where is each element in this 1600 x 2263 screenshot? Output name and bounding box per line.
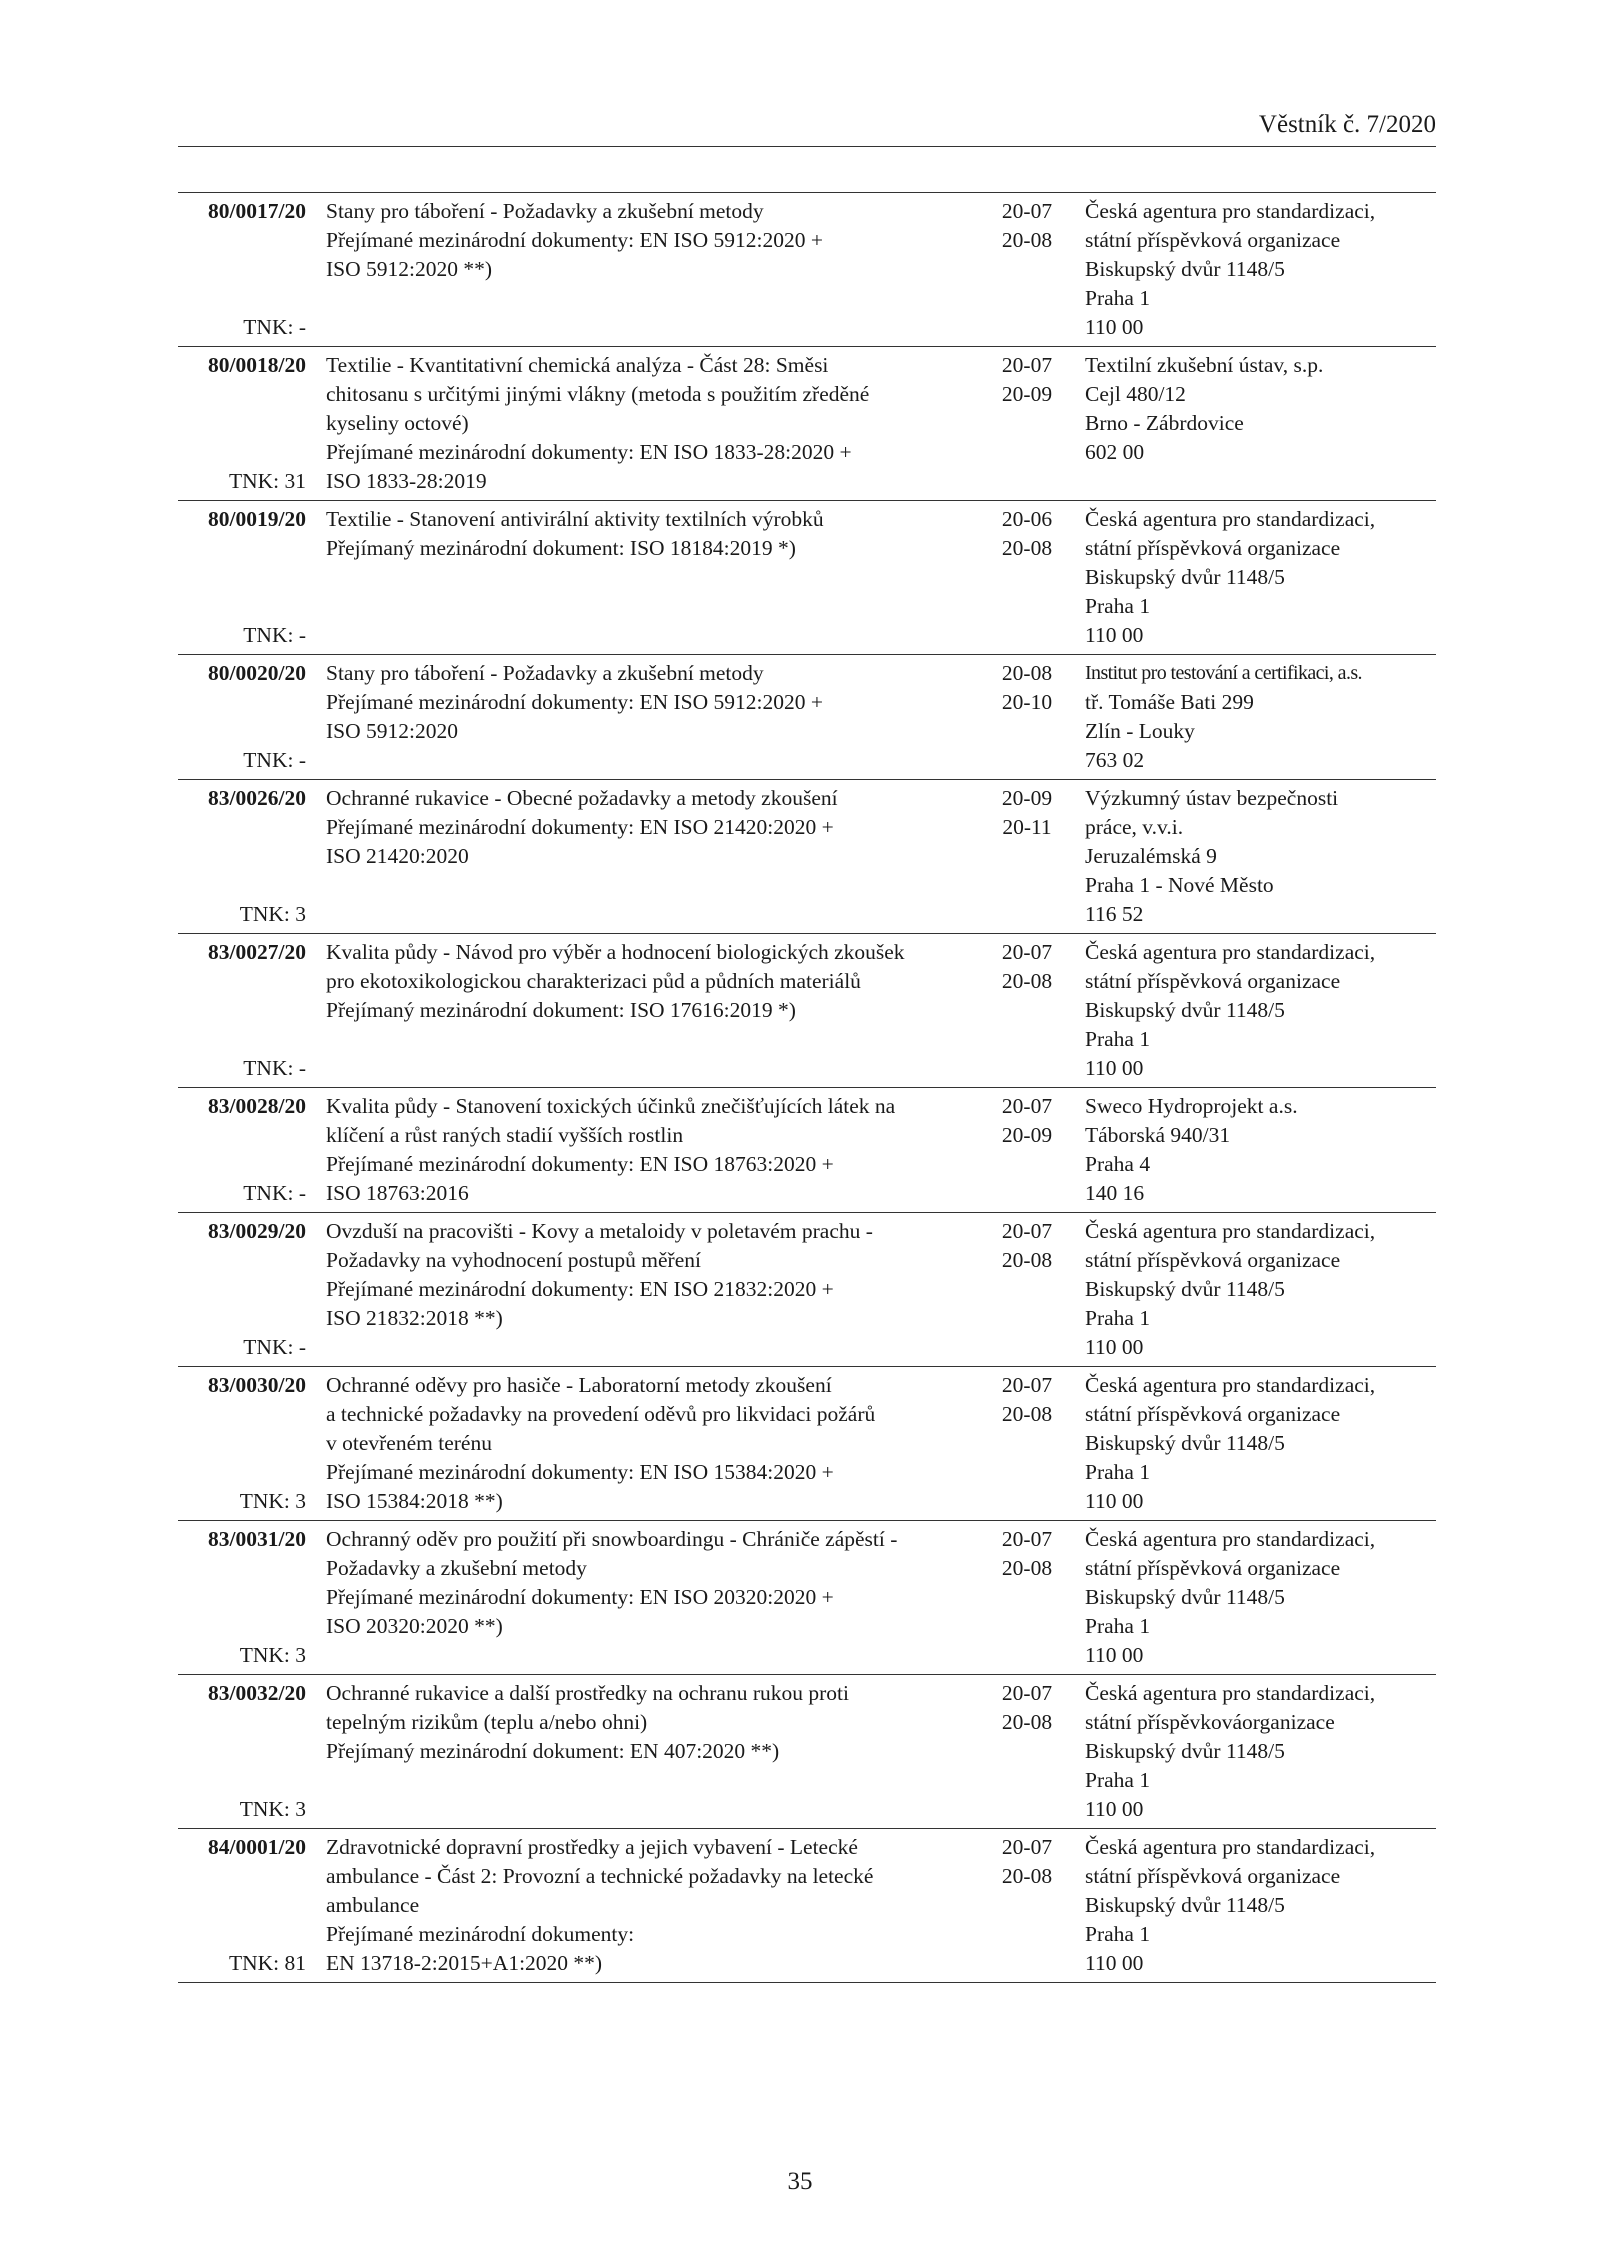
title-line: ISO 5912:2020 **) xyxy=(326,257,493,281)
tnk-label: TNK: - xyxy=(243,623,306,647)
title-line: Přejímané mezinárodní dokumenty: EN ISO 21420:2020 + xyxy=(326,815,834,839)
table-row xyxy=(178,655,1436,780)
title-line: Zdravotnické dopravní prostředky a jejich vybavení - Letecké xyxy=(326,1835,858,1859)
organization-line: práce, v.v.i. xyxy=(1085,815,1184,839)
title-line: Přejímané mezinárodní dokumenty: EN ISO 1833-28:2020 + xyxy=(326,440,852,464)
organization-line: Praha 1 xyxy=(1085,1306,1151,1330)
date-value: 20-08 xyxy=(1001,1710,1053,1734)
standard-id-cell xyxy=(178,1679,320,1824)
standard-id-cell xyxy=(178,659,320,775)
dates-cell xyxy=(989,197,1065,342)
date-value: 20-07 xyxy=(1001,1835,1053,1859)
title-line: Přejímané mezinárodní dokumenty: EN ISO 18763:2020 + xyxy=(326,1152,834,1176)
organization-line: Biskupský dvůr 1148/5 xyxy=(1085,1277,1285,1301)
organization-cell xyxy=(1065,784,1436,929)
organization-line: Biskupský dvůr 1148/5 xyxy=(1085,1893,1285,1917)
organization-line: Česká agentura pro standardizaci, xyxy=(1085,1681,1376,1705)
standard-id-cell xyxy=(178,1092,320,1208)
title-line: a technické požadavky na provedení oděvů pro likvidaci požárů xyxy=(326,1402,876,1426)
standard-title-cell xyxy=(320,1092,989,1208)
page-header: Věstník č. 7/2020 xyxy=(1258,111,1436,138)
standard-number: 80/0017/20 xyxy=(208,199,306,223)
organization-line: státní příspěvkováorganizace xyxy=(1085,1710,1335,1734)
organization-line: Biskupský dvůr 1148/5 xyxy=(1085,998,1285,1022)
organization-cell xyxy=(1065,1371,1436,1516)
date-value: 20-08 xyxy=(1001,536,1053,560)
tnk-label: TNK: 3 xyxy=(239,1643,306,1667)
title-line: ISO 5912:2020 xyxy=(326,719,458,743)
title-line: ISO 21420:2020 xyxy=(326,844,469,868)
organization-line: Praha 1 xyxy=(1085,1768,1151,1792)
title-line: Ochranné rukavice - Obecné požadavky a metody zkoušení xyxy=(326,786,838,810)
dates-cell xyxy=(989,659,1065,775)
title-line: Stany pro táboření - Požadavky a zkušební metody xyxy=(326,661,764,685)
standard-title-cell xyxy=(320,505,989,650)
organization-line: státní příspěvková organizace xyxy=(1085,1402,1341,1426)
organization-cell xyxy=(1065,659,1436,775)
standard-number: 83/0029/20 xyxy=(208,1219,306,1243)
standard-id-cell xyxy=(178,1525,320,1670)
standard-title-cell xyxy=(320,197,989,342)
date-value: 20-07 xyxy=(1001,1219,1053,1243)
standard-number: 80/0019/20 xyxy=(208,507,306,531)
standards-table xyxy=(178,192,1436,1983)
organization-line: 110 00 xyxy=(1085,1335,1144,1359)
title-line: Kvalita půdy - Návod pro výběr a hodnocení biologických zkoušek xyxy=(326,940,905,964)
title-line: Přejímané mezinárodní dokumenty: EN ISO 20320:2020 + xyxy=(326,1585,834,1609)
date-value: 20-07 xyxy=(1001,1373,1053,1397)
tnk-label: TNK: 31 xyxy=(228,469,306,493)
table-row xyxy=(178,780,1436,934)
organization-cell xyxy=(1065,197,1436,342)
dates-cell xyxy=(989,505,1065,650)
organization-line: Brno - Zábrdovice xyxy=(1085,411,1244,435)
tnk-label: TNK: - xyxy=(243,315,306,339)
date-value: 20-08 xyxy=(1001,1864,1053,1888)
table-row xyxy=(178,1521,1436,1675)
dates-cell xyxy=(989,351,1065,496)
title-line: v otevřeném terénu xyxy=(326,1431,492,1455)
title-line: Přejímaný mezinárodní dokument: ISO 18184:2019 *) xyxy=(326,536,796,560)
standard-id-cell xyxy=(178,1217,320,1362)
organization-cell xyxy=(1065,1092,1436,1208)
organization-line: Institut pro testování a certifikaci, a.s. xyxy=(1085,662,1362,684)
organization-line: Praha 1 xyxy=(1085,1922,1151,1946)
title-line: chitosanu s určitými jinými vlákny (metoda s použitím zředěné xyxy=(326,382,870,406)
title-line: Stany pro táboření - Požadavky a zkušební metody xyxy=(326,199,764,223)
title-line: Přejímané mezinárodní dokumenty: EN ISO 21832:2020 + xyxy=(326,1277,834,1301)
organization-line: 110 00 xyxy=(1085,1489,1144,1513)
standard-title-cell xyxy=(320,1371,989,1516)
tnk-label: TNK: - xyxy=(243,1181,306,1205)
date-value: 20-09 xyxy=(1001,1123,1053,1147)
standard-title-cell xyxy=(320,351,989,496)
standard-id-cell xyxy=(178,1833,320,1978)
title-line: Přejímaný mezinárodní dokument: EN 407:2020 **) xyxy=(326,1739,780,1763)
standard-title-cell xyxy=(320,1217,989,1362)
date-value: 20-11 xyxy=(1002,815,1052,839)
organization-line: státní příspěvková organizace xyxy=(1085,969,1341,993)
title-line: ISO 21832:2018 **) xyxy=(326,1306,503,1330)
table-row xyxy=(178,1367,1436,1521)
standard-id-cell xyxy=(178,505,320,650)
title-line: Požadavky na vyhodnocení postupů měření xyxy=(326,1248,701,1272)
organization-line: Cejl 480/12 xyxy=(1085,382,1186,406)
date-value: 20-07 xyxy=(1001,1094,1053,1118)
header-rule xyxy=(178,146,1436,147)
organization-line: Česká agentura pro standardizaci, xyxy=(1085,507,1376,531)
organization-line: Biskupský dvůr 1148/5 xyxy=(1085,1739,1285,1763)
organization-line: Praha 4 xyxy=(1085,1152,1151,1176)
standard-id-cell xyxy=(178,351,320,496)
organization-cell xyxy=(1065,1833,1436,1978)
dates-cell xyxy=(989,1525,1065,1670)
standard-number: 84/0001/20 xyxy=(208,1835,306,1859)
organization-line: Česká agentura pro standardizaci, xyxy=(1085,1835,1376,1859)
dates-cell xyxy=(989,1833,1065,1978)
title-line: ISO 20320:2020 **) xyxy=(326,1614,503,1638)
organization-line: Praha 1 xyxy=(1085,1614,1151,1638)
organization-line: státní příspěvková organizace xyxy=(1085,228,1341,252)
title-line: ambulance xyxy=(326,1893,420,1917)
date-value: 20-08 xyxy=(1001,228,1053,252)
standard-number: 83/0030/20 xyxy=(208,1373,306,1397)
dates-cell xyxy=(989,1371,1065,1516)
organization-line: Sweco Hydroprojekt a.s. xyxy=(1085,1094,1298,1118)
title-line: ISO 1833-28:2019 xyxy=(326,469,487,493)
organization-line: tř. Tomáše Bati 299 xyxy=(1085,690,1254,714)
standard-title-cell xyxy=(320,1525,989,1670)
date-value: 20-08 xyxy=(1001,1556,1053,1580)
organization-line: Praha 1 xyxy=(1085,1460,1151,1484)
standard-number: 83/0028/20 xyxy=(208,1094,306,1118)
title-line: Přejímané mezinárodní dokumenty: EN ISO 15384:2020 + xyxy=(326,1460,834,1484)
standard-id-cell xyxy=(178,1371,320,1516)
table-row xyxy=(178,347,1436,501)
organization-line: Textilní zkušební ústav, s.p. xyxy=(1085,353,1324,377)
dates-cell xyxy=(989,1217,1065,1362)
date-value: 20-09 xyxy=(1001,382,1053,406)
date-value: 20-07 xyxy=(1001,940,1053,964)
date-value: 20-08 xyxy=(1001,661,1053,685)
title-line: kyseliny octové) xyxy=(326,411,469,435)
organization-line: 110 00 xyxy=(1085,1056,1144,1080)
tnk-label: TNK: 3 xyxy=(239,902,306,926)
organization-line: Praha 1 xyxy=(1085,286,1151,310)
organization-line: Česká agentura pro standardizaci, xyxy=(1085,1527,1376,1551)
organization-line: státní příspěvková organizace xyxy=(1085,1864,1341,1888)
organization-line: Česká agentura pro standardizaci, xyxy=(1085,199,1376,223)
organization-line: Praha 1 xyxy=(1085,1027,1151,1051)
organization-line: 110 00 xyxy=(1085,1797,1144,1821)
organization-line: 602 00 xyxy=(1085,440,1145,464)
title-line: klíčení a růst raných stadií vyšších rostlin xyxy=(326,1123,684,1147)
table-row xyxy=(178,1829,1436,1983)
title-line: EN 13718-2:2015+A1:2020 **) xyxy=(326,1951,603,1975)
organization-line: 110 00 xyxy=(1085,1643,1144,1667)
organization-cell xyxy=(1065,351,1436,496)
dates-cell xyxy=(989,784,1065,929)
title-line: ISO 18763:2016 xyxy=(326,1181,469,1205)
dates-cell xyxy=(989,938,1065,1083)
organization-line: 110 00 xyxy=(1085,623,1144,647)
title-line: Textilie - Stanovení antivirální aktivity textilních výrobků xyxy=(326,507,824,531)
table-row xyxy=(178,501,1436,655)
date-value: 20-09 xyxy=(1001,786,1053,810)
organization-line: Česká agentura pro standardizaci, xyxy=(1085,940,1376,964)
organization-line: Biskupský dvůr 1148/5 xyxy=(1085,1431,1285,1455)
date-value: 20-08 xyxy=(1001,969,1053,993)
organization-cell xyxy=(1065,505,1436,650)
standard-number: 80/0018/20 xyxy=(208,353,306,377)
organization-line: státní příspěvková organizace xyxy=(1085,536,1341,560)
standard-number: 80/0020/20 xyxy=(208,661,306,685)
tnk-label: TNK: - xyxy=(243,1056,306,1080)
date-value: 20-08 xyxy=(1001,1248,1053,1272)
tnk-label: TNK: 3 xyxy=(239,1797,306,1821)
title-line: Ochranné oděvy pro hasiče - Laboratorní metody zkoušení xyxy=(326,1373,832,1397)
title-line: Kvalita půdy - Stanovení toxických účinků znečišťujících látek na xyxy=(326,1094,896,1118)
title-line: Textilie - Kvantitativní chemická analýza - Část 28: Směsi xyxy=(326,353,829,377)
date-value: 20-07 xyxy=(1001,199,1053,223)
organization-line: Praha 1 - Nové Město xyxy=(1085,873,1274,897)
standard-title-cell xyxy=(320,659,989,775)
organization-line: 763 02 xyxy=(1085,748,1145,772)
organization-line: 110 00 xyxy=(1085,315,1144,339)
organization-line: 116 52 xyxy=(1085,902,1144,926)
organization-line: 140 16 xyxy=(1085,1181,1145,1205)
tnk-label: TNK: - xyxy=(243,748,306,772)
standard-id-cell xyxy=(178,938,320,1083)
organization-line: Česká agentura pro standardizaci, xyxy=(1085,1373,1376,1397)
organization-line: Biskupský dvůr 1148/5 xyxy=(1085,1585,1285,1609)
title-line: Požadavky a zkušební metody xyxy=(326,1556,587,1580)
organization-line: Biskupský dvůr 1148/5 xyxy=(1085,257,1285,281)
date-value: 20-06 xyxy=(1001,507,1053,531)
organization-line: Táborská 940/31 xyxy=(1085,1123,1231,1147)
standard-id-cell xyxy=(178,784,320,929)
table-row xyxy=(178,1213,1436,1367)
organization-line: Praha 1 xyxy=(1085,594,1151,618)
date-value: 20-07 xyxy=(1001,1527,1053,1551)
title-line: ambulance - Část 2: Provozní a technické požadavky na letecké xyxy=(326,1864,874,1888)
date-value: 20-10 xyxy=(1001,690,1053,714)
date-value: 20-07 xyxy=(1001,1681,1053,1705)
organization-line: Jeruzalémská 9 xyxy=(1085,844,1217,868)
tnk-label: TNK: 81 xyxy=(228,1951,306,1975)
table-row xyxy=(178,1088,1436,1213)
table-row xyxy=(178,934,1436,1088)
tnk-label: TNK: - xyxy=(243,1335,306,1359)
organization-line: Biskupský dvůr 1148/5 xyxy=(1085,565,1285,589)
standard-number: 83/0027/20 xyxy=(208,940,306,964)
organization-cell xyxy=(1065,938,1436,1083)
organization-cell xyxy=(1065,1525,1436,1670)
title-line: Přejímané mezinárodní dokumenty: EN ISO 5912:2020 + xyxy=(326,228,823,252)
standard-number: 83/0032/20 xyxy=(208,1681,306,1705)
table-row xyxy=(178,193,1436,347)
standard-title-cell xyxy=(320,1833,989,1978)
organization-line: státní příspěvková organizace xyxy=(1085,1556,1341,1580)
page-number: 35 xyxy=(787,2168,813,2195)
title-line: Ochranný oděv pro použití při snowboardingu - Chrániče zápěstí - xyxy=(326,1527,898,1551)
organization-line: Výzkumný ústav bezpečnosti xyxy=(1085,786,1339,810)
organization-line: státní příspěvková organizace xyxy=(1085,1248,1341,1272)
title-line: Přejímaný mezinárodní dokument: ISO 17616:2019 *) xyxy=(326,998,796,1022)
title-line: tepelným rizikům (teplu a/nebo ohni) xyxy=(326,1710,648,1734)
standard-title-cell xyxy=(320,784,989,929)
standard-number: 83/0026/20 xyxy=(208,786,306,810)
organization-cell xyxy=(1065,1679,1436,1824)
dates-cell xyxy=(989,1092,1065,1208)
title-line: Přejímané mezinárodní dokumenty: xyxy=(326,1922,635,1946)
title-line: ISO 15384:2018 **) xyxy=(326,1489,503,1513)
organization-line: 110 00 xyxy=(1085,1951,1144,1975)
tnk-label: TNK: 3 xyxy=(239,1489,306,1513)
dates-cell xyxy=(989,1679,1065,1824)
date-value: 20-07 xyxy=(1001,353,1053,377)
table-row xyxy=(178,1675,1436,1829)
organization-line: Zlín - Louky xyxy=(1085,719,1195,743)
title-line: Ochranné rukavice a další prostředky na ochranu rukou proti xyxy=(326,1681,849,1705)
standard-id-cell xyxy=(178,197,320,342)
standard-title-cell xyxy=(320,938,989,1083)
organization-line: Česká agentura pro standardizaci, xyxy=(1085,1219,1376,1243)
title-line: Přejímané mezinárodní dokumenty: EN ISO 5912:2020 + xyxy=(326,690,823,714)
date-value: 20-08 xyxy=(1001,1402,1053,1426)
organization-cell xyxy=(1065,1217,1436,1362)
standard-title-cell xyxy=(320,1679,989,1824)
title-line: Ovzduší na pracovišti - Kovy a metaloidy v poletavém prachu - xyxy=(326,1219,873,1243)
title-line: pro ekotoxikologickou charakterizaci půd a půdních materiálů xyxy=(326,969,861,993)
standard-number: 83/0031/20 xyxy=(208,1527,306,1551)
